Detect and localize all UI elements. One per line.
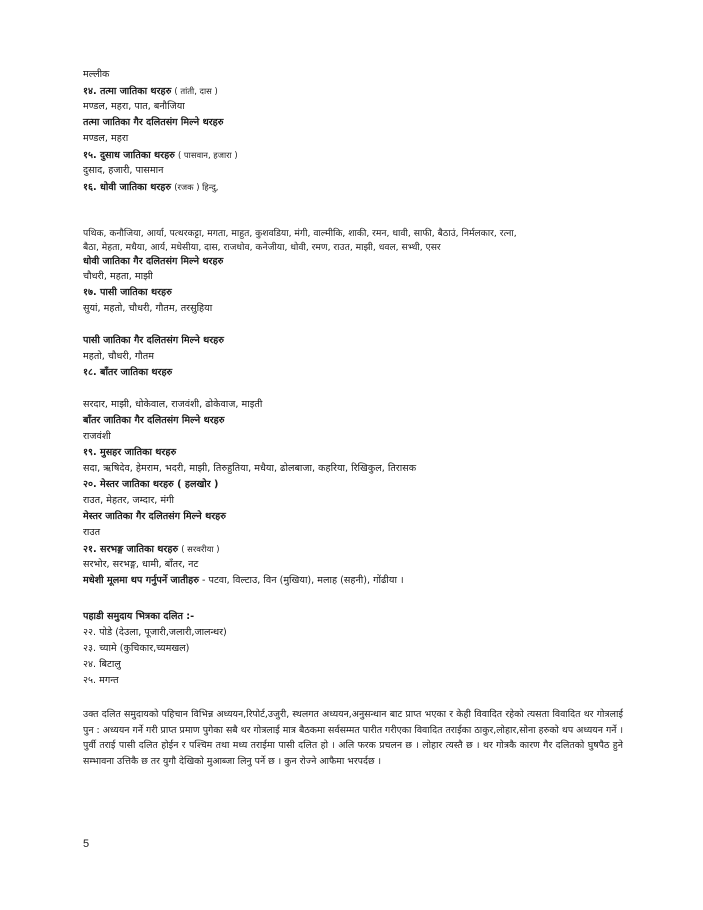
text-line: मल्लीक [83, 69, 110, 80]
text-line: महतो, चौधरी, गौतम [83, 351, 154, 362]
subheading: पासी जातिका गैर दलितसंग मिल्ने थरहरु [83, 335, 225, 346]
concluding-paragraph: उक्त दलित समुदायको पहिचान विभिन्न अध्ययन,रिपोर्ट,उजुरी, स्थलगत अध्ययन,अनुसन्धान बाट प्राप्त भएका र केही विवादित रहेको त्यसता विवादित थर गोत्रलाई पुन : अध्ययन गर्ने गरी प्राप्त प्रमाण पुगेका सबै थर गोत्रलाई मात्र बैठकमा सर्वसम्मत पारीत गरीएका विवादित तराईका ठाकुर,लोहार,सोना हरुको थप अध्ययन गर्ने । पुर्वी तराई पासी दलित होईन र पश्चिम तथा मध्य तराईमा पासी दलित हो । अलि फरक प्रचलन छ । लोहार त्यस्तै छ । थर गोत्रकै कारण गैर दलितको घुषपैठ हुने सम्भावना उत्तिकै छ तर युगौ देखिको मुआब्जा लिनु पर्ने छ । कुन रोज्ने आफैमा भरपर्दछ । [83, 709, 623, 767]
list-item: २२. पोडे (देउला, पूजारी,जलारी,जालन्धर) [83, 627, 227, 638]
list-item: २४. बिटालु [83, 659, 121, 670]
section-heading-15: १५. दुसाध जातिका थरहरु ( पासवान, हजारा ) [83, 150, 238, 161]
text-line: दुसाद, हजारी, पासमान [83, 165, 164, 176]
text-line: पथिक, कनौजिया, आर्या, पत्थरकट्टा, मगता, माहुत, कुशवडिया, मंगी, वाल्मीकि, शाकी, रमन, धावी, साफी, बैठाउं, निर्मलकार, रत्ना, [83, 228, 517, 239]
text-line: सदा, ऋषिदेव, हेमराम, भदरी, माझी, तिरुहुतिया, मधैया, ढोलबाजा, कहरिया, रिखिकुल, तिरासक [83, 463, 417, 474]
text-line: राउत, मेहतर, जम्दार, मंगी [83, 495, 174, 506]
subheading: धोवी जातिका गैर दलितसंग मिल्ने थरहरु [83, 256, 224, 267]
section-heading-pahadi: पहाडी समुदाय भित्रका दलित :- [83, 611, 195, 622]
section-heading-19: १९. मुसहर जातिका थरहरु [83, 447, 177, 458]
text-line: राउत [83, 527, 101, 538]
subheading: मेस्तर जातिका गैर दलितसंग मिल्ने थरहरु [83, 511, 226, 522]
text-line: सरदार, माझी, धोकेवाल, राजवंशी, ढोकेवाज, माइती [83, 399, 263, 410]
section-heading-18: १८. बाँतर जातिका थरहरु [83, 367, 173, 378]
text-line: बैठा, मेहता, मधैया, आर्य, मधेसीया, दास, राजधोव, कनेजीया, धोवी, रमण, राउत, माझी, धवल, सभ्धी, एसर [83, 242, 441, 253]
subheading: तत्मा जातिका गैर दलितसंग मिल्ने थरहरु [83, 117, 224, 128]
section-heading-16: १६. धोवी जातिका थरहरु (रजक ) हिन्दु, [83, 182, 219, 193]
section-heading-14: १४. तत्मा जातिका थरहरु ( तांती, दास ) [83, 86, 218, 97]
text-line: राजवंशी [83, 431, 111, 442]
list-item: २३. च्यामे (कुचिकार,च्यमखल) [83, 643, 190, 654]
madhesi-additions-line: मधेशी मूलमा थप गर्नुपर्ने जातीहरु - पटवा, विल्टाउ, विन (मुखिया), मलाह (सहनी), गोंढीया । [83, 575, 404, 586]
page-number: 5 [83, 838, 90, 850]
text-line: सरभोर, सरभङ्ग, धामी, बाँतर, नट [83, 559, 199, 570]
section-heading-20: २०. मेस्तर जातिका थरहरु ( हलखोर ) [83, 479, 219, 490]
text-line: सुयां, महतो, चौधरी, गौतम, तरसुहिया [83, 303, 213, 314]
section-heading-17: १७. पासी जातिका थरहरु [83, 287, 172, 298]
section-heading-21: २१. सरभङ्ग जातिका थरहरु ( सरवरीया ) [83, 544, 220, 555]
text-line: मण्डल, महरा [83, 133, 129, 144]
subheading: बाँतर जातिका गैर दलितसंग मिल्ने थरहरु [83, 415, 225, 426]
text-line: मण्डल, महरा, पात, बनौजिया [83, 101, 185, 112]
text-line: चौधरी, महता, माझी [83, 271, 153, 282]
list-item: २५. मगन्त [83, 675, 119, 686]
